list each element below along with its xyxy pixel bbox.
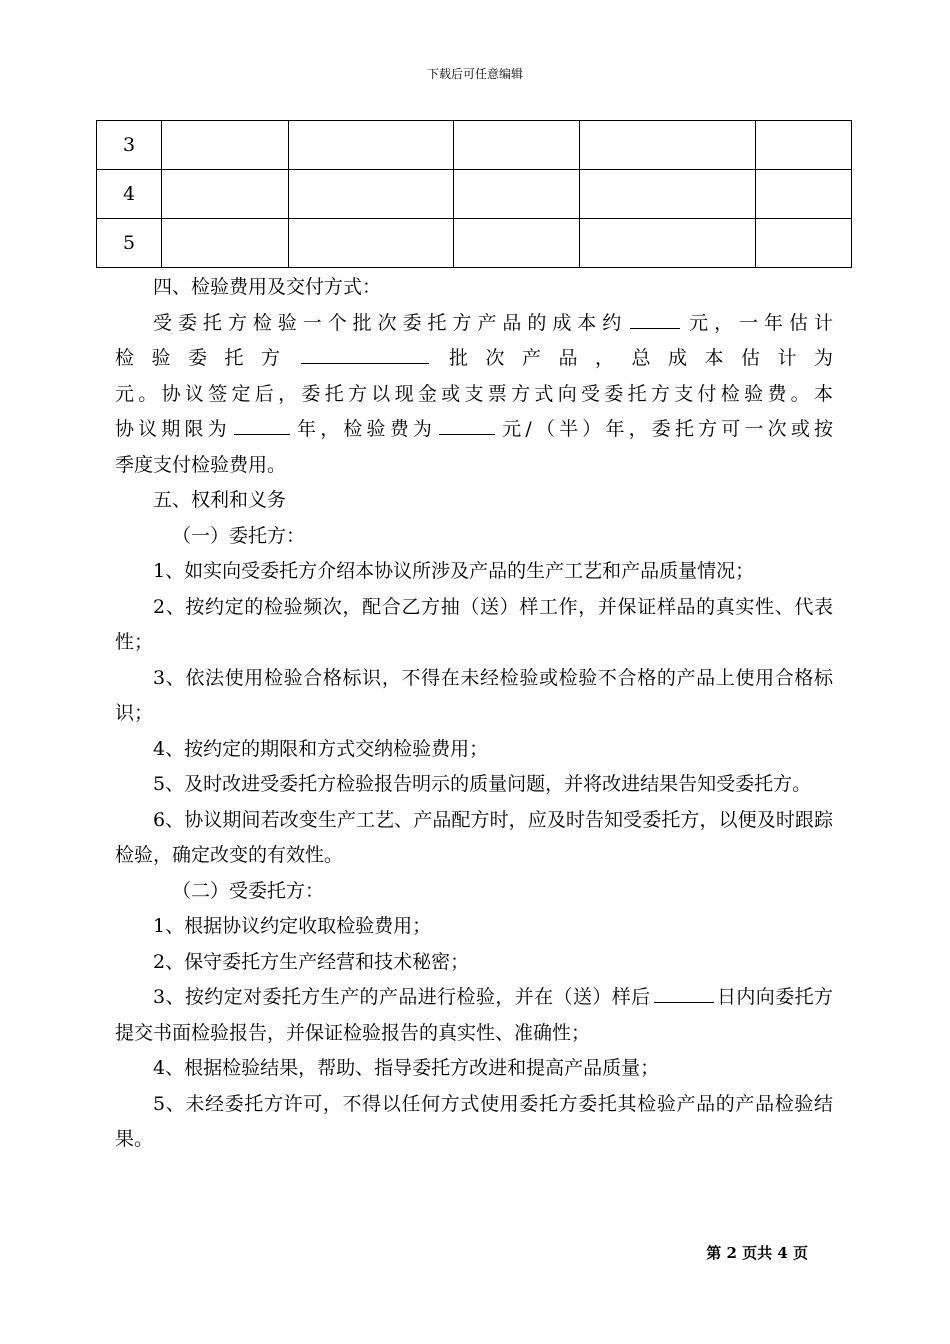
paragraph-fee-line-1: 受委托方检验一个批次委托方产品的成本约 元，一年估计 <box>115 306 833 342</box>
paragraph-fee-line-5: 季度支付检验费用。 <box>115 453 287 476</box>
fill-blank <box>234 414 290 435</box>
list-item: 4、根据检验结果，帮助、指导委托方改进和提高产品质量； <box>153 1057 660 1079</box>
table-cell <box>289 170 454 219</box>
list-item: 2、按约定的检验频次，配合乙方抽（送）样工作，并保证样品的真实性、代表性； <box>115 595 833 653</box>
table-cell <box>454 170 580 219</box>
list-item: 6、协议期间若改变生产工艺、产品配方时，应及时告知受委托方，以便及时跟踪检验，确定改变的有效性。 <box>115 808 833 866</box>
list-item: 3、按约定对委托方生产的产品进行检验，并在（送）样后 日内向委托方提交书面检验报告，并保证检验报告的真实性、准确性； <box>115 980 833 1051</box>
document-body <box>115 270 833 1158</box>
fill-blank <box>439 414 495 435</box>
table-cell <box>580 121 756 170</box>
table-row <box>97 121 852 170</box>
row-number: 4 <box>97 170 162 219</box>
table-cell <box>580 219 756 268</box>
table-row <box>97 219 852 268</box>
list-item: 2、保守委托方生产经营和技术秘密； <box>153 950 470 973</box>
fill-blank <box>301 343 429 364</box>
subsection-heading: （二）受委托方： <box>172 879 325 902</box>
list-item: 5、及时改进受委托方检验报告明示的质量问题，并将改进结果告知受委托方。 <box>153 773 812 795</box>
list-item: 4、按约定的期限和方式交纳检验费用； <box>153 737 489 760</box>
list-item: 1、如实向受委托方介绍本协议所涉及产品的生产工艺和产品质量情况； <box>153 560 755 582</box>
table-cell <box>756 219 852 268</box>
table-cell <box>162 219 289 268</box>
subsection-heading: （一）委托方： <box>172 524 306 547</box>
table-cell <box>756 170 852 219</box>
page-number: 第 2 页共 4 页 <box>706 1244 808 1262</box>
table-cell <box>289 121 454 170</box>
table-cell <box>454 121 580 170</box>
row-number: 5 <box>97 219 162 268</box>
page-header: 下载后可任意编辑 <box>426 67 523 81</box>
table-cell <box>162 121 289 170</box>
row-number: 3 <box>97 121 162 170</box>
section-heading: 四、检验费用及交付方式： <box>153 276 382 298</box>
table-cell <box>580 170 756 219</box>
table-row <box>97 170 852 219</box>
list-item: 3、依法使用检验合格标识，不得在未经检验或检验不合格的产品上使用合格标识； <box>115 666 833 724</box>
paragraph-fee-line-3: 元。协议签定后，委托方以现金或支票方式向受委托方支付检验费。本 <box>115 382 833 405</box>
fill-blank <box>654 982 714 1003</box>
list-item: 1、根据协议约定收取检验费用； <box>153 915 432 937</box>
fill-blank <box>630 308 680 329</box>
inspection-table <box>96 120 852 268</box>
paragraph-fee-line-2: 检验委托方 批次产品，总成本估计为 <box>115 341 833 377</box>
table-cell <box>289 219 454 268</box>
table-cell <box>162 170 289 219</box>
section-heading: 五、权利和义务 <box>153 489 287 511</box>
list-item: 5、未经委托方许可，不得以任何方式使用委托方委托其检验产品的产品检验结果。 <box>115 1092 833 1150</box>
paragraph-fee-line-4: 协议期限为 年，检验费为 元/（半）年，委托方可一次或按 <box>115 412 833 448</box>
table-cell <box>756 121 852 170</box>
table-cell <box>454 219 580 268</box>
